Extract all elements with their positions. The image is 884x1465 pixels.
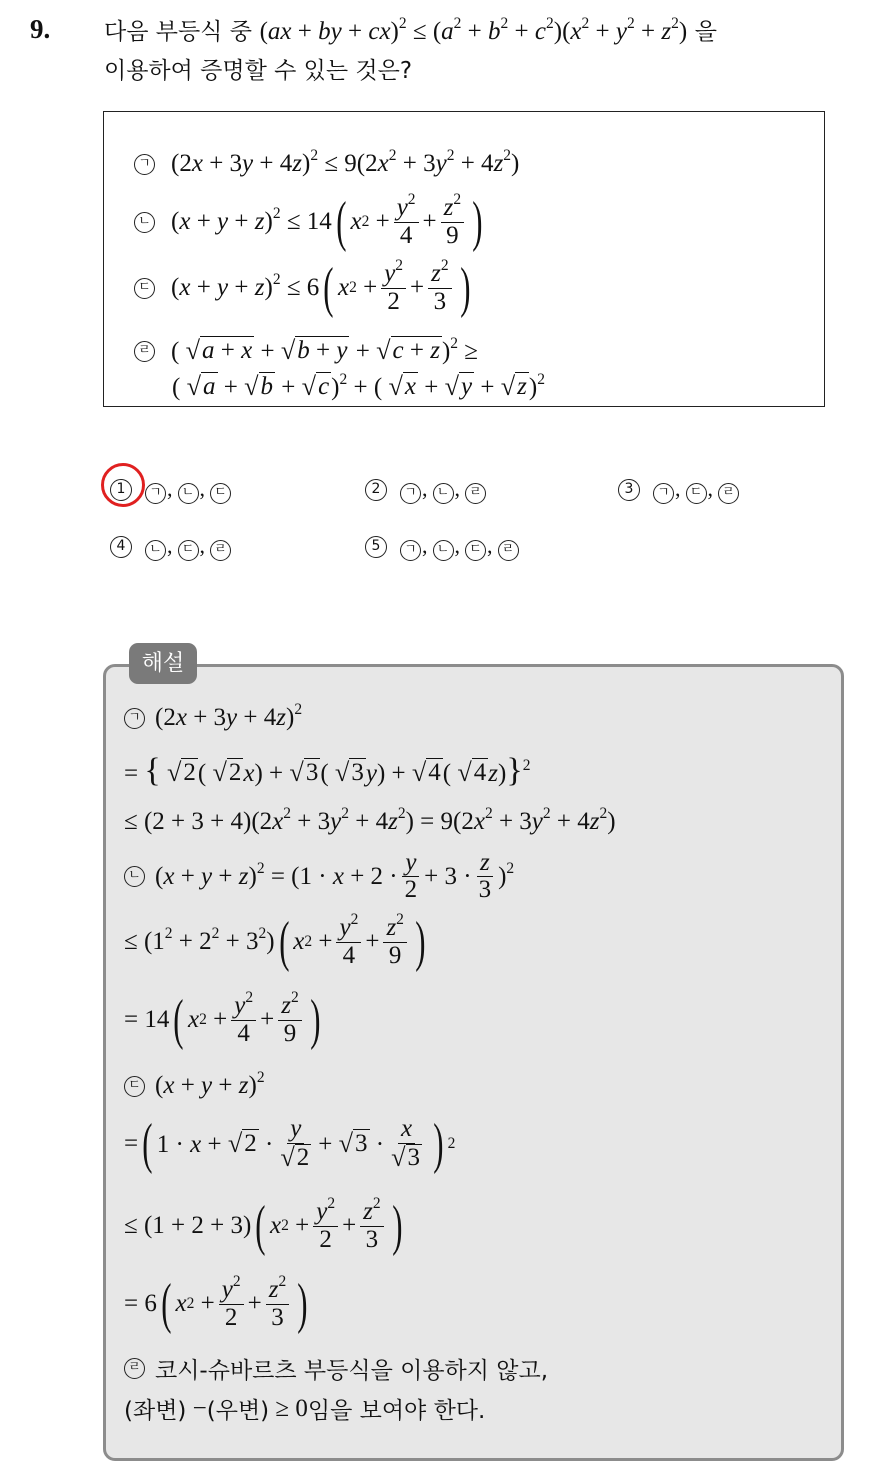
choice-mark: ㄱ	[145, 483, 166, 504]
question-number: 9.	[30, 14, 51, 44]
solution-line-10: = 6 ( x 2 + $\frac{y^2}{2}$ + $\frac{z^2}{3}$ )	[124, 1273, 308, 1335]
choice-mark: ㄴ	[145, 540, 166, 561]
question-line2: 이용하여 증명할 수 있는 것은?	[104, 58, 413, 84]
statement-2: ㄴ $(x + y + z)^2 \le 14$ ( x 2 + $\frac{y^2}{4}$ + $\frac{z^2}{9}$ )	[134, 194, 487, 250]
choice-mark: ㄹ	[718, 483, 739, 504]
choice-4[interactable]: 4 ㄴ , ㄷ , ㄹ	[110, 533, 231, 561]
choice-mark: ㄹ	[498, 540, 519, 561]
statement-mark: ㄱ	[134, 154, 155, 175]
solution-line-6: = 14 ( x 2 + $\frac{y^2}{4}$ + $\frac{z^2}{9}$ )	[124, 989, 321, 1051]
solution-tab: 해설	[129, 643, 197, 684]
choice-mark: ㄹ	[465, 483, 486, 504]
statement-mark: ㄷ	[134, 278, 155, 299]
solution-note-left: (좌변)	[124, 1398, 187, 1424]
statement-1: ㄱ $(2x + 3y + 4z)^2 \le 9(2x^2 + 3y^2 + 4z^2)$	[134, 150, 519, 178]
choice-5[interactable]: 5 ㄱ , ㄴ , ㄷ , ㄹ	[365, 533, 519, 561]
statement-mark: ㄹ	[134, 341, 155, 362]
solution-line-1: ㄱ $(2x + 3y + 4z)^2$	[124, 704, 302, 732]
solution-note-line-1	[124, 1352, 548, 1385]
solution-mark: ㄱ	[124, 708, 145, 729]
solution-note-right: (우변)	[206, 1398, 270, 1424]
choice-mark: ㄴ	[433, 483, 454, 504]
choice-3[interactable]: 3 ㄱ , ㄷ , ㄹ	[618, 476, 739, 504]
choice-mark: ㄷ	[178, 540, 199, 561]
choice-mark: ㄱ	[400, 483, 421, 504]
choice-number: 3	[618, 479, 640, 501]
solution-line-8: = ( 1 · x + √ 2 · y √ 2 + √ 3 · x √ 3 ) 2	[124, 1113, 456, 1175]
solution-line-4: ㄴ $(x + y + z)^2 = (1 \cdot x + 2$ · $\frac{y}{2}$ + 3 · $\frac{z}{3}$ )$^2$	[124, 850, 514, 904]
choice-number: 5	[365, 536, 387, 558]
choice-mark: ㄴ	[433, 540, 454, 561]
solution-line-7: ㄷ $(x + y + z)^2$	[124, 1072, 265, 1100]
choice-mark: ㄱ	[653, 483, 674, 504]
solution-mark: ㄷ	[124, 1076, 145, 1097]
choice-mark: ㄷ	[210, 483, 231, 504]
choice-mark: ㄷ	[686, 483, 707, 504]
choice-mark: ㄴ	[178, 483, 199, 504]
choice-number: 4	[110, 536, 132, 558]
choice-2[interactable]: 2 ㄱ , ㄴ , ㄹ	[365, 476, 486, 504]
statement-3: ㄷ $(x + y + z)^2 \le 6$ ( x 2 + $\frac{y^2}{2}$ + $\frac{z^2}{3}$ )	[134, 260, 474, 316]
question-line1-post: 을	[694, 19, 718, 45]
solution-line-5: ≤ $(1^2 + 2^2 + 3^2)$ ( x 2 + $\frac{y^2}{4}$ + $\frac{z^2}{9}$ )	[124, 911, 426, 973]
question-line1-pre: 다음 부등식 중	[104, 19, 252, 45]
solution-mark: ㄴ	[124, 866, 145, 887]
cauchy-schwarz-inequality: (ax + by + $cx)^2 \le (a^2 + b^2 + c^2)(x^2 + y^2 + z^2)$	[259, 15, 688, 45]
solution-mark: ㄹ	[124, 1358, 145, 1379]
statement-4: ㄹ ( √ a + x + √ b + y + √ c + z )$^2$ ≥	[134, 336, 478, 366]
choice-mark: ㄹ	[210, 540, 231, 561]
choice-1[interactable]: 1 ㄱ , ㄴ , ㄷ	[110, 476, 231, 504]
choice-mark: ㄱ	[400, 540, 421, 561]
statement-4-continued: ( √ a + √ b + √ c )$^2$ + ( √ x + √ y + √ z )$^2$	[172, 371, 545, 401]
solution-line-3: ≤ $(2 + 3 + 4)(2x^2 + 3y^2 + 4z^2) = 9(2x^2 + 3y^2 + 4z^2)$	[124, 805, 616, 835]
question-text	[104, 12, 874, 90]
statements-box	[103, 111, 825, 407]
choice-mark: ㄷ	[465, 540, 486, 561]
solution-note-text-2: 임을 보여야 한다.	[307, 1398, 486, 1424]
choice-number: 1	[110, 479, 132, 501]
solution-note-text-1: 코시-슈바르츠 부등식을 이용하지 않고,	[155, 1358, 549, 1384]
statement-mark: ㄴ	[134, 212, 155, 233]
choice-number: 2	[365, 479, 387, 501]
solution-line-9: ≤ (1 + 2 + 3) ( x 2 + $\frac{y^2}{2}$ + $\frac{z^2}{3}$ )	[124, 1195, 403, 1257]
solution-note-line-2: (좌변) − (우변) ≥ 0 임을 보여야 한다.	[124, 1392, 485, 1425]
solution-line-2: = { √ 2 ( √ 2 x) + √ 3 ( √ 3 y) + √ 4 ( √ 4 z)}$^2$	[124, 752, 531, 789]
